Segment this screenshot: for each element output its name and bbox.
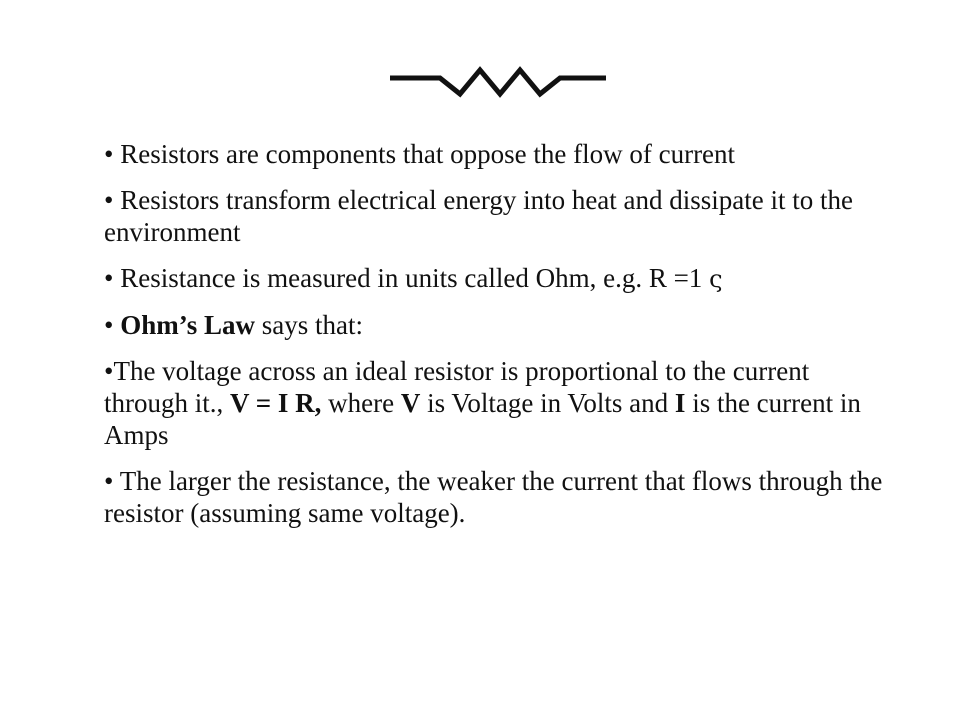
bullet-resistance-units <box>104 262 894 295</box>
bullet-text: Resistors are components that oppose the flow of current <box>113 139 736 169</box>
bullet-resistors-transform-energy <box>104 184 894 248</box>
bullet-text: is Voltage in Volts and <box>420 388 675 418</box>
bullet-list <box>104 138 894 543</box>
bullet-marker: • <box>104 356 114 386</box>
bullet-marker: • <box>104 310 114 340</box>
bullet-text: The voltage across an ideal resistor is proportional to the current through it., <box>104 356 810 418</box>
bullet-marker: • <box>104 139 114 169</box>
current-symbol: I <box>674 388 686 418</box>
ohms-law-term: Ohm’s Law <box>113 310 255 340</box>
bullet-larger-resistance <box>104 465 894 529</box>
ohms-law-formula: V = I R, <box>230 388 322 418</box>
bullet-text: Resistors transform electrical energy into heat and dissipate it to the environment <box>104 185 853 247</box>
ohm-symbol: ς <box>709 265 723 293</box>
voltage-symbol: V <box>400 388 421 418</box>
resistor-symbol-icon <box>388 62 608 102</box>
bullet-marker: • <box>104 185 114 215</box>
bullet-text: is the current in Amps <box>104 388 861 450</box>
bullet-marker: • <box>104 466 114 496</box>
bullet-text: The larger the resistance, the weaker the current that flows through the resistor (assuming same voltage). <box>104 466 883 528</box>
bullet-text: where <box>321 388 401 418</box>
bullet-resistors-oppose-current <box>104 138 894 170</box>
bullet-ohms-law <box>104 309 894 341</box>
bullet-text: says that: <box>254 310 363 340</box>
bullet-voltage-proportional <box>104 355 894 451</box>
bullet-text: Resistance is measured in units called Ohm, e.g. R =1 <box>113 263 710 293</box>
bullet-marker: • <box>104 263 114 293</box>
